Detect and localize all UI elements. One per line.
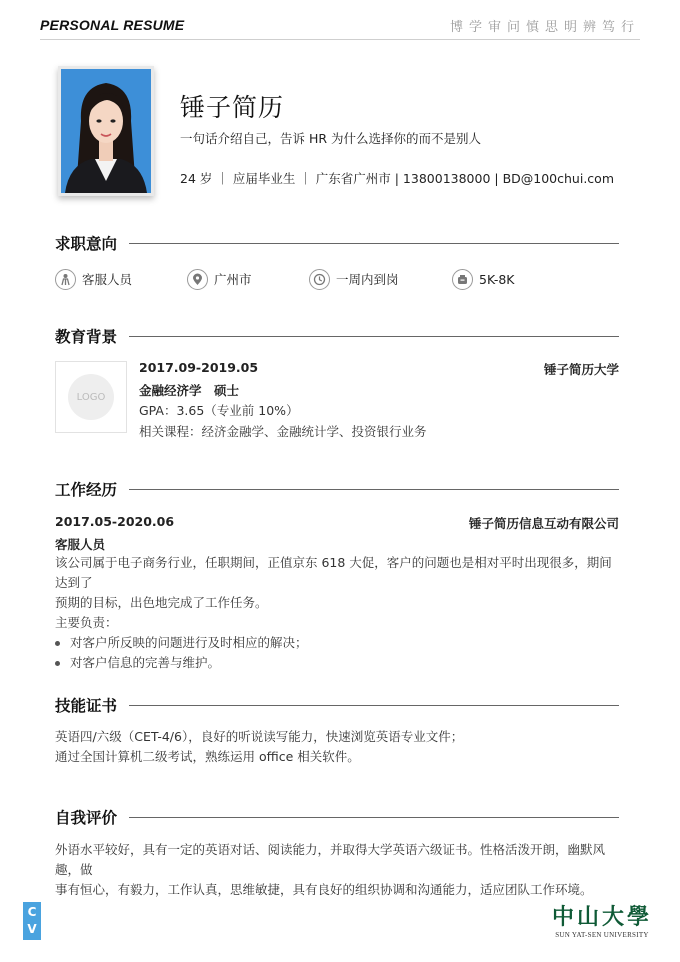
intent-text: 广州市 xyxy=(214,272,252,287)
skills-line: 英语四/六级（CET-4/6），良好的听说读写能力，快速浏览英语专业文件； xyxy=(55,729,464,744)
skills-text xyxy=(55,727,621,767)
section-title: 求职意向 xyxy=(55,232,129,254)
cv-badge xyxy=(23,902,41,940)
work-desc-line: 该公司属于电子商务行业，任职期间，正值京东 618 大促，客户的问题也是相对平时出现很多，期间达到了 xyxy=(55,555,612,590)
skills-line: 通过全国计算机二级考试，熟练运用 office 相关软件。 xyxy=(55,749,360,764)
work-period: 2017.05-2020.06 xyxy=(55,514,175,529)
section-title: 技能证书 xyxy=(55,694,129,716)
work-desc-line: 预期的目标，出色地完成了工作任务。 xyxy=(55,595,268,610)
intent-text: 5K-8K xyxy=(479,271,515,287)
logo-placeholder: LOGO xyxy=(68,374,114,420)
money-bag-icon xyxy=(452,269,473,290)
intent-salary xyxy=(452,268,515,290)
university-logo xyxy=(552,900,652,942)
section-title: 工作经历 xyxy=(55,478,129,500)
intent-availability xyxy=(309,268,399,290)
self-eval-text xyxy=(55,840,621,900)
edu-school: 锤子简历大学 xyxy=(543,362,619,377)
list-item: 对客户所反映的问题进行及时相应的解决； xyxy=(55,633,621,653)
work-company: 锤子简历信息互动有限公司 xyxy=(468,516,619,531)
school-logo xyxy=(55,361,127,433)
duties-label: 主要负责： xyxy=(55,615,118,630)
edu-period: 2017.09-2019.05 xyxy=(139,360,259,375)
location-pin-icon xyxy=(187,269,208,290)
section-education xyxy=(55,325,619,347)
self-eval-line: 外语水平较好，具有一定的英语对话、阅读能力，并取得大学英语六级证书。性格活泼开朗，幽默风趣，做 xyxy=(55,842,606,877)
edu-courses: 相关课程：经济金融学、金融统计学、投资银行业务 xyxy=(139,424,427,439)
intent-text: 客服人员 xyxy=(82,272,133,287)
brand-title: PERSONAL RESUME xyxy=(40,17,185,33)
motto: 博学审问慎思明辨笃行 xyxy=(449,20,640,35)
section-divider xyxy=(129,817,619,818)
section-divider xyxy=(129,489,619,490)
university-name-en: SUN YAT-SEN UNIVERSITY xyxy=(555,931,649,939)
section-skills xyxy=(55,694,619,716)
contact-info: 24 岁 ｜ 应届毕业生 ｜ 广东省广州市 | 13800138000 | BD@100chui.com xyxy=(180,171,614,186)
person-icon xyxy=(55,269,76,290)
section-divider xyxy=(129,336,619,337)
intent-text: 一周内到岗 xyxy=(336,272,399,287)
intent-position xyxy=(55,268,132,290)
resume-name: 锤子简历 xyxy=(180,93,285,122)
section-self-eval xyxy=(55,806,619,828)
work-position: 客服人员 xyxy=(55,537,106,552)
self-eval-line: 事有恒心，有毅力，工作认真，思维敏捷，具有良好的组织协调和沟通能力，适应团队工作环境。 xyxy=(55,882,593,897)
section-title: 教育背景 xyxy=(55,325,129,347)
work-description xyxy=(55,553,621,673)
list-item: 对客户信息的完善与维护。 xyxy=(55,653,621,673)
section-title: 自我评价 xyxy=(55,806,129,828)
university-name-cn: 中山大學 xyxy=(552,904,653,930)
edu-gpa: GPA：3.65（专业前 10%） xyxy=(139,403,299,418)
cv-letter: V xyxy=(27,922,37,936)
top-header xyxy=(40,14,640,40)
section-job-intent xyxy=(55,232,619,254)
tagline: 一句话介绍自己，告诉 HR 为什么选择你的而不是别人 xyxy=(180,131,482,146)
clock-icon xyxy=(309,269,330,290)
section-divider xyxy=(129,243,619,244)
profile-photo xyxy=(58,66,154,196)
section-work xyxy=(55,478,619,500)
section-divider xyxy=(129,705,619,706)
cv-letter: C xyxy=(27,905,37,919)
portrait-image xyxy=(61,69,151,193)
edu-major: 金融经济学 硕士 xyxy=(139,383,240,398)
intent-city xyxy=(187,268,252,290)
job-intent-row xyxy=(55,268,619,290)
